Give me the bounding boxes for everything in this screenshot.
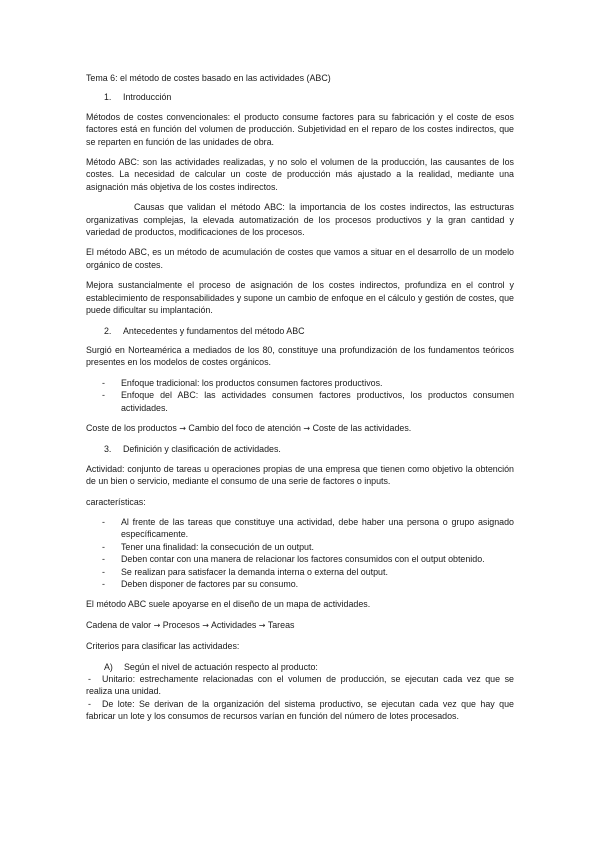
paragraph: El método ABC, es un método de acumulación de costes que vamos a situar en el desarrollo de un modelo orgánico de costes. — [86, 247, 514, 270]
paragraph: Actividad: conjunto de tareas u operaciones propias de una empresa que tienen como objetivo la obtención de un bien o servicio, mediante el consumo de una serie de factores o inputs. — [86, 463, 514, 487]
paragraph: Surgió en Norteamérica a mediados de los 80, constituye una profundización de los fundamentos teóricos presentes en los modelos de costes orgánicos. — [86, 344, 514, 368]
section-label: Definición y clasificación de actividades. — [123, 444, 281, 455]
section-heading-2 — [104, 325, 514, 337]
flow-step: Cadena de valor — [86, 619, 152, 630]
list-item-text: Enfoque del ABC: las actividades consumen factores productivos, los productos consumen actividades. — [121, 390, 514, 413]
bullet-dash: - — [102, 516, 105, 527]
bullet-dash: - — [102, 541, 105, 552]
bullet-dash: - — [88, 674, 91, 685]
paragraph: Mejora sustancialmente el proceso de asignación de los costes indirectos, profundiza en el control y establecimiento de responsabilidades y supone un cambio de enfoque en el cálculo y gestión de costes, que puede dificultar su implantación. — [86, 280, 514, 316]
subsection-heading — [104, 661, 514, 673]
paragraph: Método ABC: son las actividades realizadas, y no solo el volumen de la producción, las causantes de los costes. La necesidad de calcular un coste de producción más ajustado a la realidad, mediante una asignación más objetiva de los costes indirectos. — [86, 157, 514, 192]
bullet-list — [86, 516, 514, 590]
arrow-right-icon: → — [153, 620, 161, 630]
list-item — [86, 377, 514, 389]
list-item — [86, 541, 514, 553]
list-item — [86, 553, 514, 565]
bullet-dash: - — [102, 566, 105, 577]
list-item-text: Se realizan para satisfacer la demanda interna o externa del output. — [121, 566, 388, 577]
document-title: Tema 6: el método de costes basado en las actividades (ABC) — [86, 73, 331, 83]
flow-line — [86, 422, 514, 435]
bullet-dash: - — [88, 698, 91, 709]
flow-step: Procesos — [162, 619, 200, 630]
flow-line — [86, 619, 514, 632]
list-item — [86, 516, 514, 541]
flow-step: Tareas — [267, 619, 295, 630]
flow-step: Cambio del foco de atención — [188, 422, 301, 433]
list-item-text: Deben disponer de factores par su consumo. — [121, 579, 299, 589]
section-number: 3. — [104, 444, 112, 455]
bullet-dash: - — [102, 390, 105, 401]
bullet-list — [86, 377, 514, 414]
list-item-text: Tener una finalidad: la consecución de un output. — [121, 541, 314, 552]
dash-paragraph-text: De lote: Se derivan de la organización del sistema productivo, se ejecutan cada vez que hay que fabricar un lote y los consumos de recursos varían en función del número de lotes procesados. — [86, 698, 514, 722]
list-item-text: Enfoque tradicional: los productos consumen factores productivos. — [121, 377, 383, 388]
dash-paragraph-text: Unitario: estrechamente relacionadas con el volumen de producción, se ejecutan cada vez que se realiza una unidad. — [86, 674, 514, 697]
section-heading-1 — [104, 91, 514, 103]
bullet-dash: - — [102, 377, 105, 388]
flow-step: Coste de los productos — [86, 422, 177, 433]
subsection-letter: A) — [104, 661, 113, 672]
section-heading-3 — [104, 443, 514, 455]
list-item-text: Deben contar con una manera de relacionar los factores consumidos con el output obtenido. — [121, 554, 485, 565]
arrow-right-icon: → — [202, 620, 209, 630]
paragraph: características: — [86, 496, 146, 507]
bullet-dash: - — [102, 579, 105, 589]
paragraph: Criterios para clasificar las actividades: — [86, 641, 240, 652]
arrow-right-icon: → — [303, 423, 311, 433]
arrow-right-icon: → — [179, 423, 186, 433]
list-item — [86, 566, 514, 578]
section-number: 2. — [104, 325, 112, 336]
flow-step: Actividades — [210, 619, 257, 630]
bullet-dash: - — [102, 554, 105, 565]
flow-step: Coste de las actividades. — [312, 422, 412, 433]
dash-paragraph — [86, 673, 514, 698]
paragraph: El método ABC suele apoyarse en el diseño de un mapa de actividades. — [86, 599, 371, 610]
paragraph: Métodos de costes convencionales: el producto consume factores para su fabricación y el coste de esos factores está en función del volumen de producción. Subjetividad en el reparo de los costes indirectos, que se reparten en función de las unidades de obra. — [86, 111, 514, 147]
paragraph: Causas que validan el método ABC: la importancia de los costes indirectos, las estructuras organizativas complejas, la elevada automatización de los procesos productivos y la gran cantidad y variedad de productos, modificaciones de los procesos. — [86, 202, 514, 238]
section-label: Antecedentes y fundamentos del método ABC — [123, 325, 305, 336]
subsection-label: Según el nivel de actuación respecto al producto: — [124, 661, 318, 672]
dash-paragraph — [86, 698, 514, 723]
list-item — [86, 389, 514, 414]
section-number: 1. — [104, 92, 112, 103]
arrow-right-icon: → — [258, 620, 266, 630]
page-content — [86, 72, 514, 723]
section-label: Introducción — [123, 92, 172, 103]
list-item — [86, 578, 514, 590]
list-item-text: Al frente de las tareas que constituye una actividad, debe haber una persona o grupo asignado específicamente. — [121, 516, 514, 540]
